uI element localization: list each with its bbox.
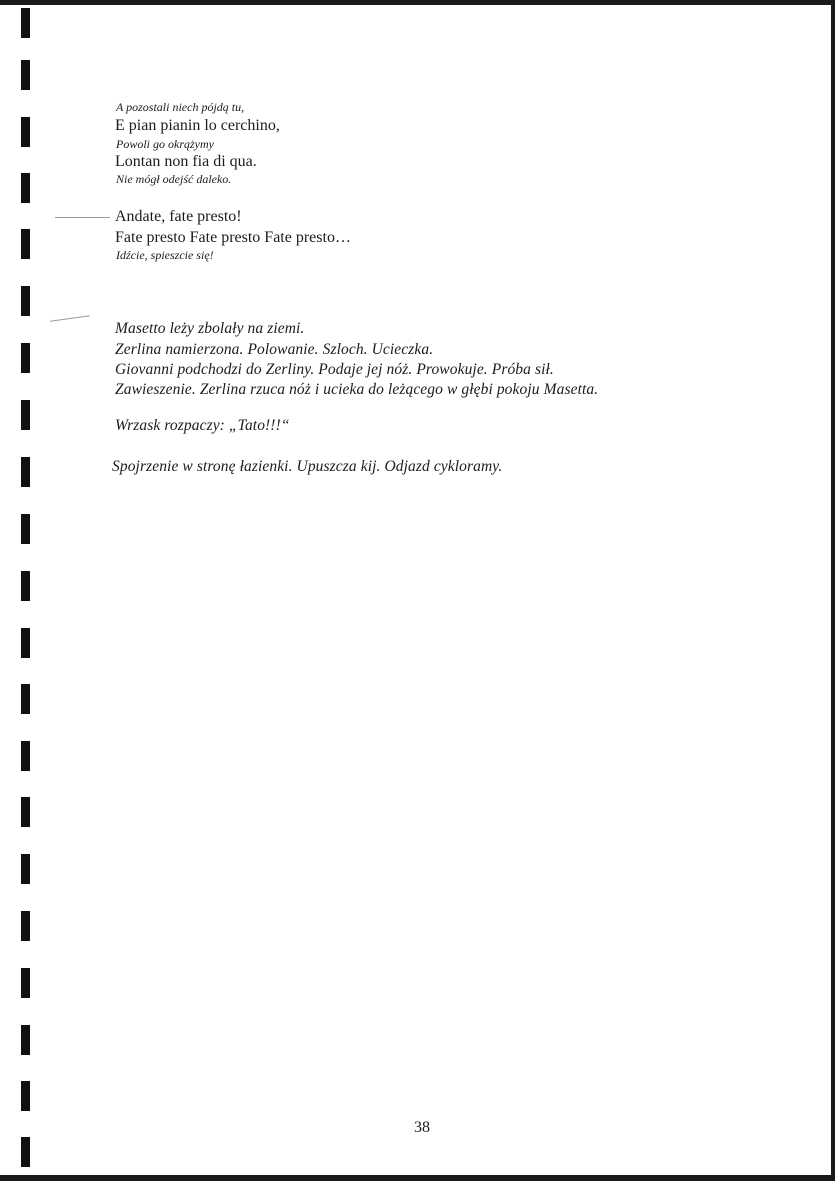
binding-hole: [21, 457, 30, 487]
binding-hole: [21, 117, 30, 147]
binding-hole: [21, 1081, 30, 1111]
binding-hole: [21, 741, 30, 771]
binding-hole: [21, 343, 30, 373]
stage-direction: Zerlina namierzona. Polowanie. Szloch. Ucieczka.: [115, 341, 434, 358]
lyric-line: E pian pianin lo cerchino,: [115, 117, 280, 134]
lyric-line: Andate, fate presto!: [115, 208, 242, 225]
lyric-line: Nie mógł odejść daleko.: [116, 172, 232, 186]
binding-hole: [21, 968, 30, 998]
binding-hole: [21, 628, 30, 658]
stage-direction: Zawieszenie. Zerlina rzuca nóż i ucieka do leżącego w głębi pokoju Masetta.: [115, 381, 599, 398]
binding-hole: [21, 911, 30, 941]
binding-hole: [21, 400, 30, 430]
binding-hole: [21, 173, 30, 203]
page-number: 38: [414, 1119, 430, 1136]
binding-hole: [21, 1137, 30, 1167]
stage-direction: Masetto leży zbolały na ziemi.: [115, 320, 305, 337]
binding-hole: [21, 286, 30, 316]
stage-direction: Spojrzenie w stronę łazienki. Upuszcza kij. Odjazd cykloramy.: [112, 458, 503, 475]
binding-hole: [21, 854, 30, 884]
lyric-line: Powoli go okrążymy: [116, 137, 214, 151]
binding-hole: [21, 514, 30, 544]
stage-direction: Wrzask rozpaczy: „Tato!!!“: [115, 417, 290, 434]
lyric-line: Lontan non fia di qua.: [115, 153, 257, 170]
binding-holes: [21, 0, 31, 1187]
binding-hole: [21, 8, 30, 38]
binding-hole: [21, 1025, 30, 1055]
scan-artifact: [55, 217, 110, 218]
stage-direction: Giovanni podchodzi do Zerliny. Podaje jej nóż. Prowokuje. Próba sił.: [115, 361, 554, 378]
lyric-line: Fate presto Fate presto Fate presto…: [115, 229, 351, 246]
lyric-line: Idźcie, spieszcie się!: [116, 248, 214, 262]
binding-hole: [21, 571, 30, 601]
binding-hole: [21, 229, 30, 259]
binding-hole: [21, 797, 30, 827]
lyric-line: A pozostali niech pójdą tu,: [116, 100, 245, 114]
binding-hole: [21, 60, 30, 90]
binding-hole: [21, 684, 30, 714]
